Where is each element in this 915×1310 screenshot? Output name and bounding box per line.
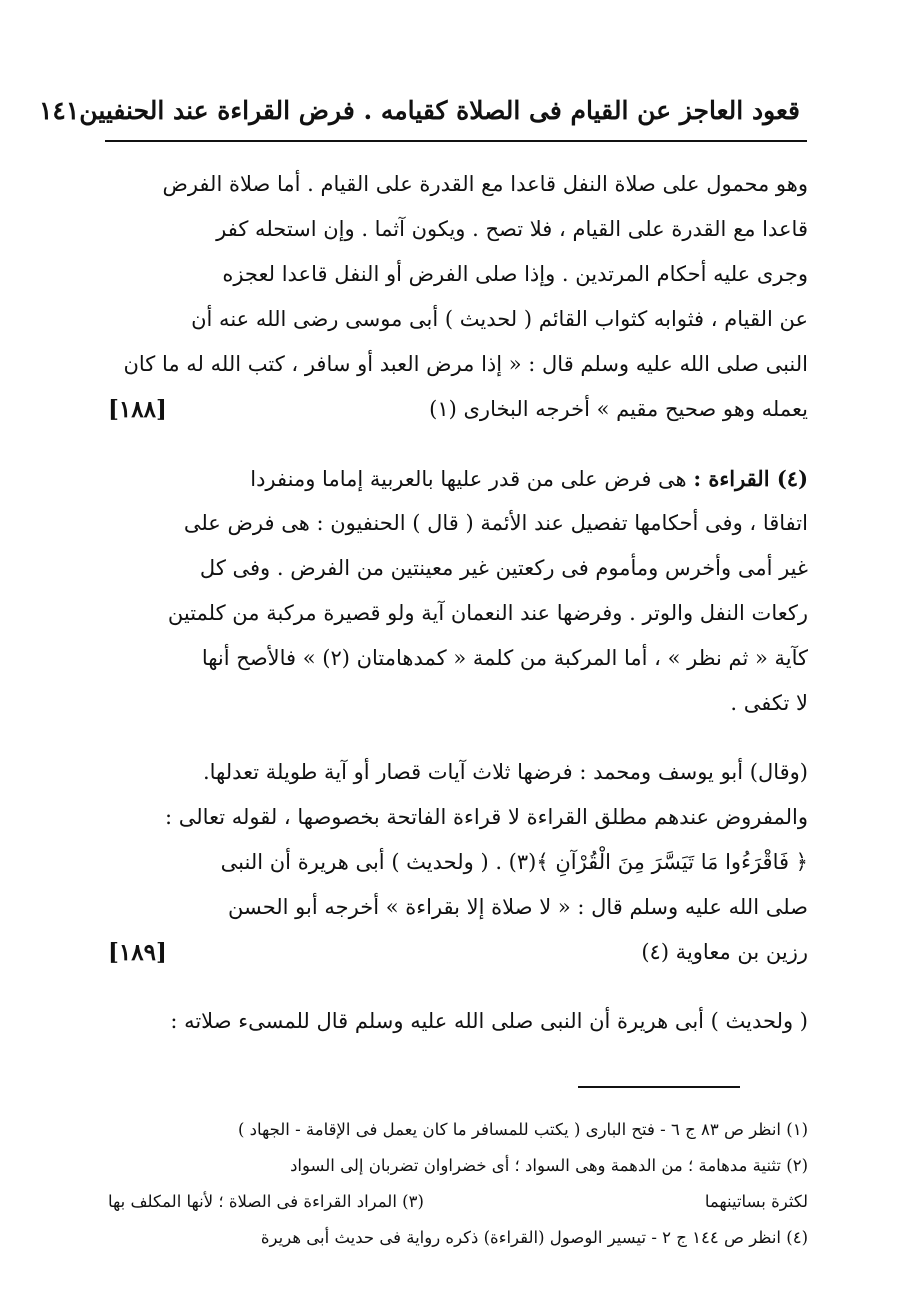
paragraph-4 <box>108 999 808 1044</box>
page-number: ١٤١ <box>39 95 80 125</box>
text-line: النبى صلى الله عليه وسلم قال : « إذا مرض العبد أو سافر ، كتب الله له ما كان <box>123 352 808 376</box>
body-text <box>108 162 808 1068</box>
text-line: ﴿ فَاقْرَءُوا مَا تَيَسَّرَ مِنَ الْقُرْآنِ ﴾(٣) . ( ولحديث ) أبى هريرة أن النبى <box>220 850 808 874</box>
footnote-2: (٢) تثنية مدهامة ؛ من الدهمة وهى السواد ؛ أى خضراوان تضربان إلى السواد <box>290 1156 808 1175</box>
footnote-2-continued: لكثرة بساتينهما <box>704 1192 808 1211</box>
text-line: ( ولحديث ) أبى هريرة أن النبى صلى الله عليه وسلم قال للمسىء صلاته : <box>170 1009 808 1033</box>
text-line-with-term <box>108 456 808 501</box>
text-line: ركعات النفل والوتر . وفرضها عند النعمان آية ولو قصيرة مركبة من كلمتين <box>167 601 808 625</box>
paragraph-1 <box>108 162 808 432</box>
footnote-line-split <box>108 1184 808 1220</box>
text-line: والمفروض عندهم مطلق القراءة لا قراءة الفاتحة بخصوصها ، لقوله تعالى : <box>165 805 808 829</box>
hadith-number: [١٨٩] <box>108 939 167 966</box>
text-line: كآية « ثم نظر » ، أما المركبة من كلمة « كمدهامتان (٢) » فالأصح أنها <box>201 646 808 670</box>
text-line: رزين بن معاوية (٤) <box>641 940 808 964</box>
text-line: وهو محمول على صلاة النفل قاعدا مع القدرة على القيام . أما صلاة الفرض <box>162 172 808 196</box>
hadith-number: [١٨٨] <box>108 396 167 423</box>
text-line-with-ref <box>108 387 808 432</box>
text-line: صلى الله عليه وسلم قال : « لا صلاة إلا بقراءة » أخرجه أبو الحسن <box>228 895 808 919</box>
footnote-1: (١) انظر ص ٨٣ ج ٦ - فتح البارى ( يكتب للمسافر ما كان يعمل فى الإقامة - الجهاد ) <box>237 1120 808 1139</box>
footnotes <box>108 1112 808 1256</box>
text-line: غير أمى وأخرس ومأموم فى ركعتين غير معينتين من الفرض . وفى كل <box>199 556 808 580</box>
text-line: قاعدا مع القدرة على القيام ، فلا تصح . ويكون آثما . وإن استحله كفر <box>216 217 808 241</box>
text-line: يعمله وهو صحيح مقيم » أخرجه البخارى (١) <box>429 397 808 421</box>
section-term: (٤) القراءة : <box>693 466 808 491</box>
paragraph-3 <box>108 750 808 975</box>
footnote-rule <box>578 1086 740 1088</box>
footnote-4: (٤) انظر ص ١٤٤ ج ٢ - تيسير الوصول (القراءة) ذكره رواية فى حديث أبى هريرة <box>260 1228 808 1247</box>
text-line: وجرى عليه أحكام المرتدين . وإذا صلى الفرض أو النفل قاعدا لعجزه <box>222 262 808 286</box>
text-line: هى فرض على من قدر عليها بالعربية إماما ومنفردا <box>250 467 687 491</box>
running-header <box>39 84 800 136</box>
text-line: لا تكفى . <box>730 691 808 715</box>
paragraph-2 <box>108 456 808 726</box>
header-title: قعود العاجز عن القيام فى الصلاة كقيامه . فرض القراءة عند الحنفيين <box>79 95 800 125</box>
header-rule <box>105 140 807 142</box>
text-line: اتفاقا ، وفى أحكامها تفصيل عند الأئمة ( قال ) الحنفيون : هى فرض على <box>183 511 808 535</box>
text-line-with-ref <box>108 930 808 975</box>
text-line: عن القيام ، فثوابه كثواب القائم ( لحديث ) أبى موسى رضى الله عنه أن <box>191 307 808 331</box>
footnote-3: (٣) المراد القراءة فى الصلاة ؛ لأنها المكلف بها <box>108 1192 424 1211</box>
text-line: (وقال) أبو يوسف ومحمد : فرضها ثلاث آيات قصار أو آية طويلة تعدلها. <box>202 760 808 784</box>
